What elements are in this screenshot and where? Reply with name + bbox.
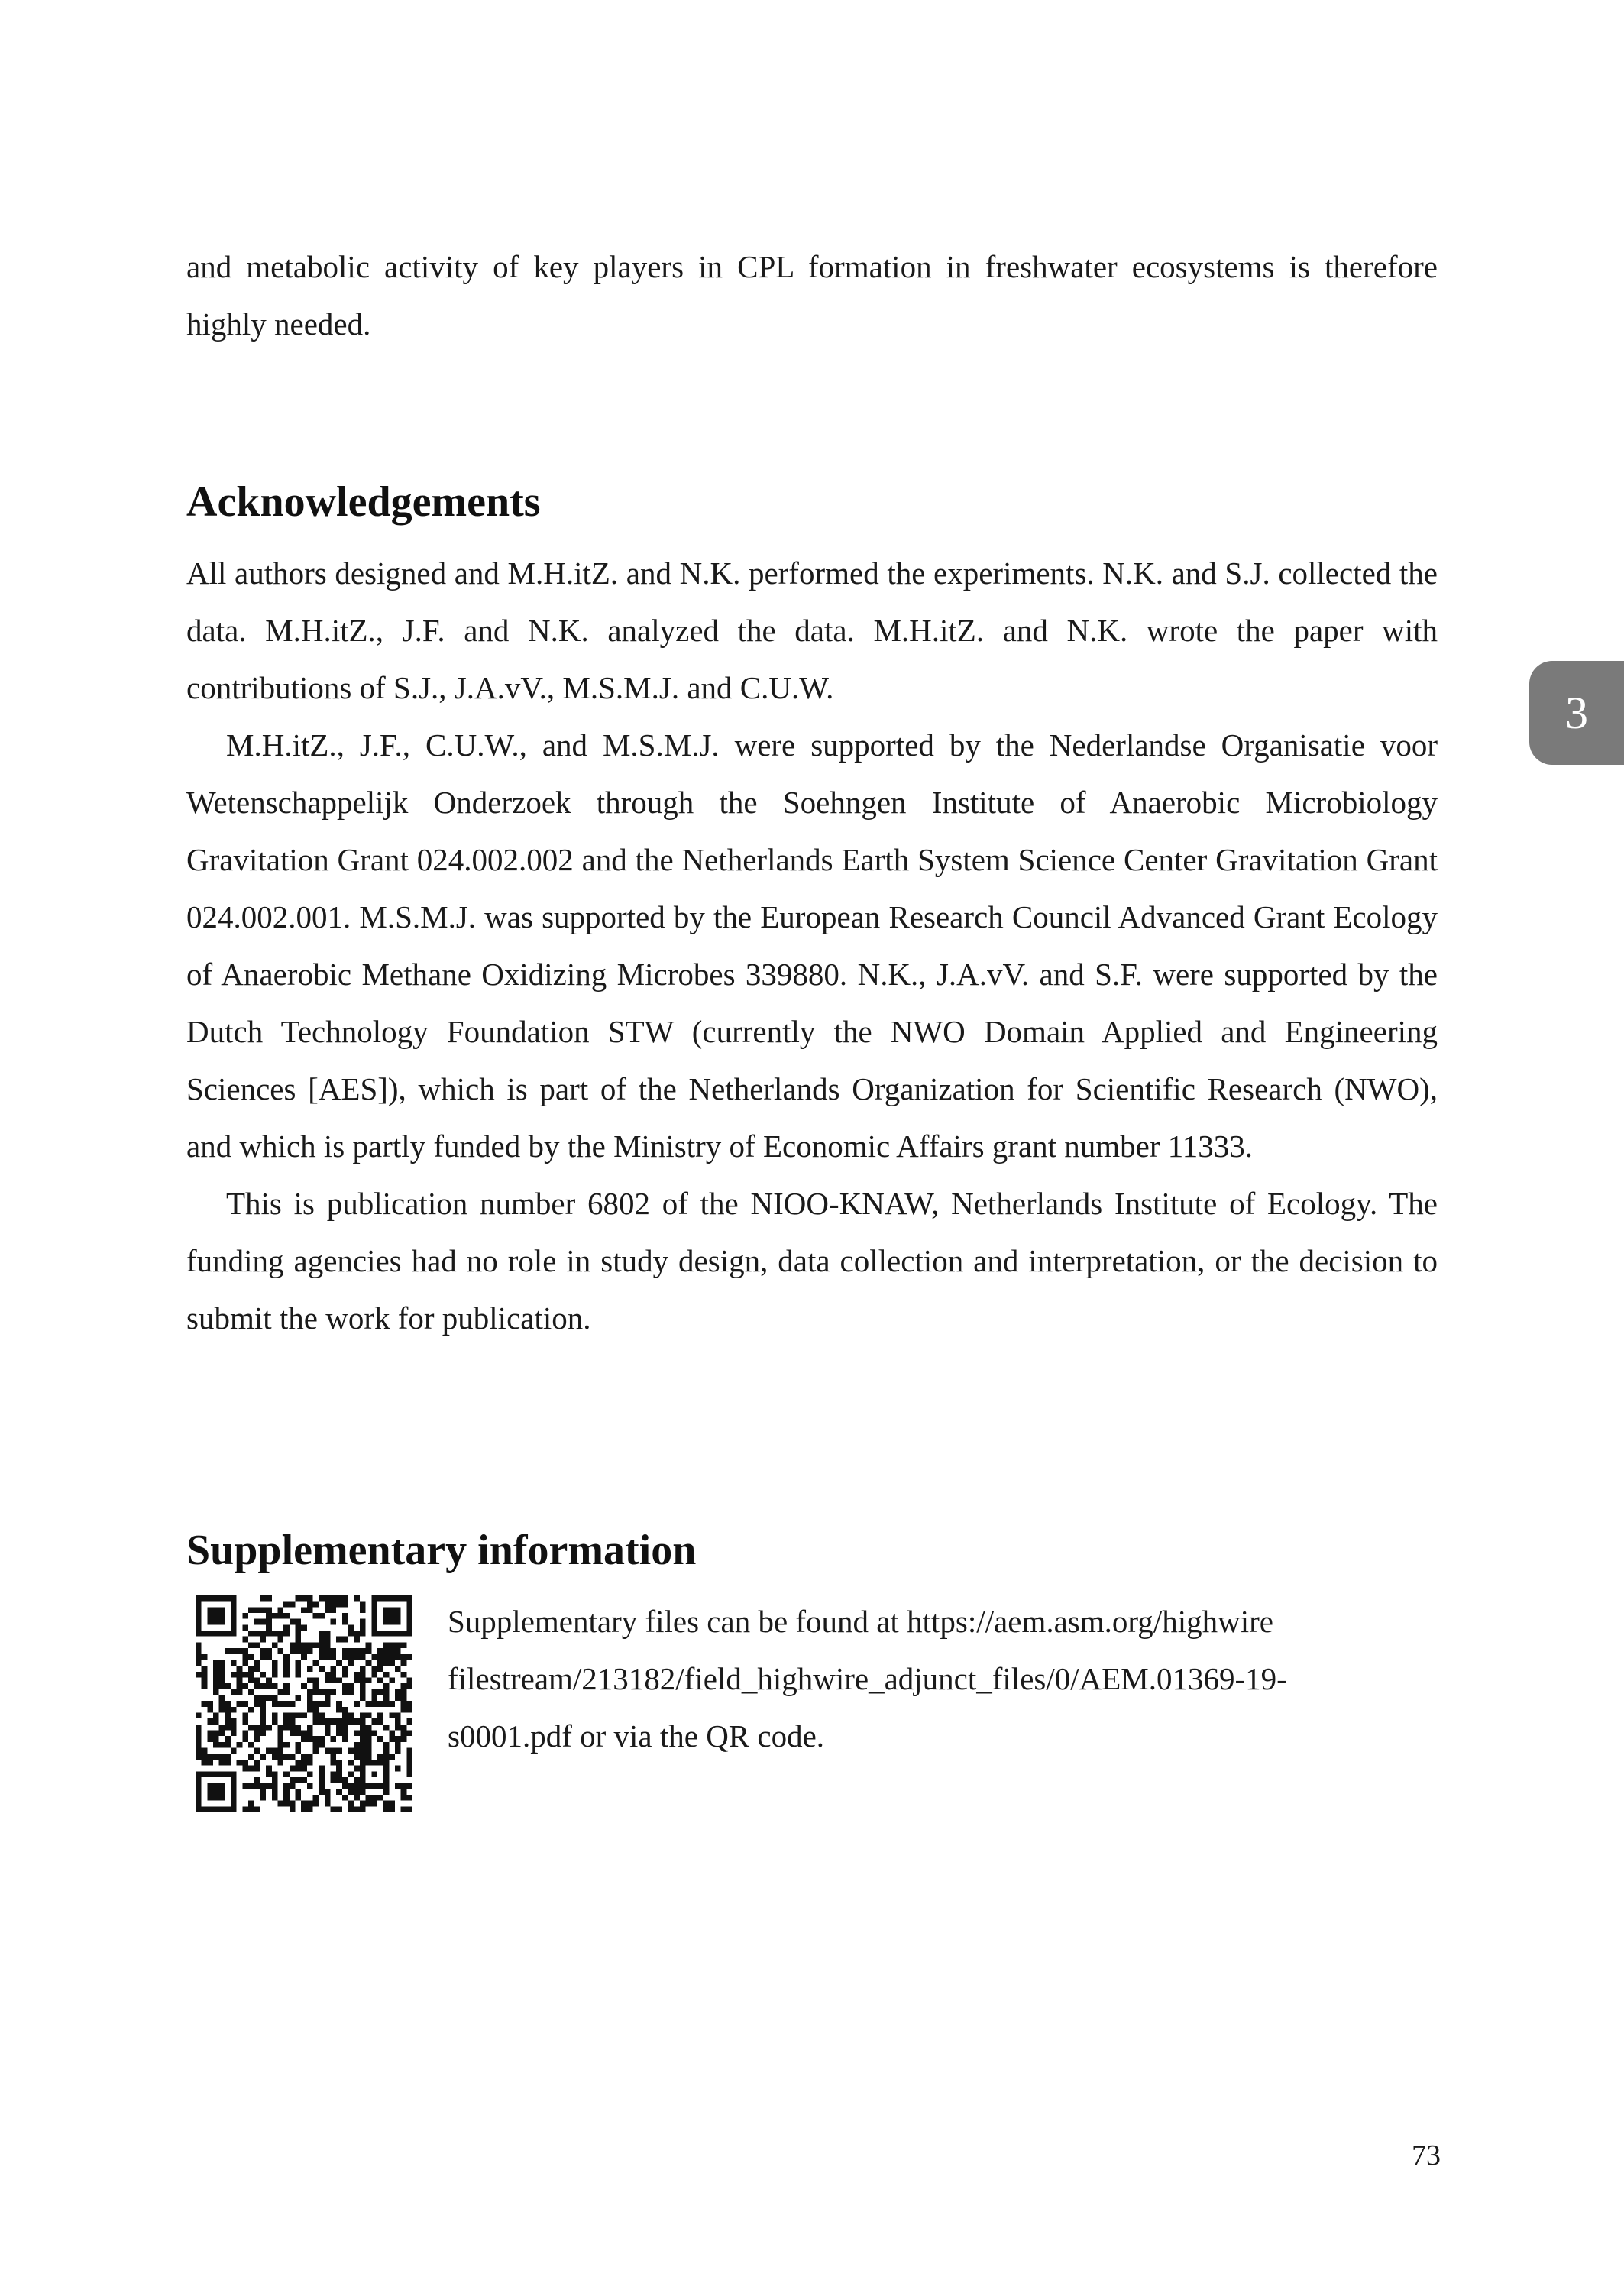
acknowledgements-paragraph-3: This is publication number 6802 of the NIOO-KNAW, Netherlands Institute of Ecology. The funding agencies had no role in study design, data collection and interpretation, or the decision to submit the work for publication.	[186, 1186, 1438, 1336]
supplementary-line-3: s0001.pdf or via the QR code.	[448, 1718, 825, 1754]
acknowledgements-paragraph-2: M.H.itZ., J.F., C.U.W., and M.S.M.J. were supported by the Nederlandse Organisatie voor Wetenschappelijk Onderzoek through the Soehngen Institute of Anaerobic Microbiology Gravitation Grant 024.002.002 and the Netherlands Earth System Science Center Gravitation Grant 024.002.001. M.S.M.J. was supported by the European Research Council Advanced Grant Ecology of Anaerobic Methane Oxidizing Microbes 339880. N.K., J.A.vV. and S.F. were supported by the Dutch Technology Foundation STW (currently the NWO Domain Applied and Engineering Sciences [AES]), which is part of the Netherlands Organization for Scientific Research (NWO), and which is partly funded by the Ministry of Economic Affairs grant number 11333.	[186, 727, 1438, 1164]
supplementary-block	[186, 1593, 1438, 1822]
supplementary-heading: Supplementary information	[186, 1527, 697, 1574]
acknowledgements-heading: Acknowledgements	[186, 478, 541, 526]
acknowledgements-body	[186, 545, 1438, 1347]
supplementary-line-2: filestream/213182/field_highwire_adjunct_files/0/AEM.01369-19-	[448, 1661, 1287, 1696]
supplementary-section-header	[186, 1524, 1438, 1577]
supplementary-line-1: Supplementary files can be found at https://aem.asm.org/highwire	[448, 1604, 1273, 1639]
acknowledgements-paragraph-1: All authors designed and M.H.itZ. and N.K. performed the experiments. N.K. and S.J. collected the data. M.H.itZ., J.F. and N.K. analyzed the data. M.H.itZ. and N.K. wrote the paper with contributions of S.J., J.A.vV., M.S.M.J. and C.U.W.	[186, 555, 1438, 705]
qr-code-icon[interactable]	[196, 1595, 412, 1812]
chapter-number: 3	[1565, 688, 1588, 738]
page-number: 73	[1412, 2139, 1441, 2172]
acknowledgements-section-header	[186, 475, 1438, 529]
intro-paragraph-block	[186, 238, 1438, 353]
chapter-tab	[1529, 661, 1624, 765]
intro-paragraph: and metabolic activity of key players in CPL formation in freshwater ecosystems is therefore highly needed.	[186, 249, 1438, 342]
supplementary-text	[448, 1593, 1326, 1765]
